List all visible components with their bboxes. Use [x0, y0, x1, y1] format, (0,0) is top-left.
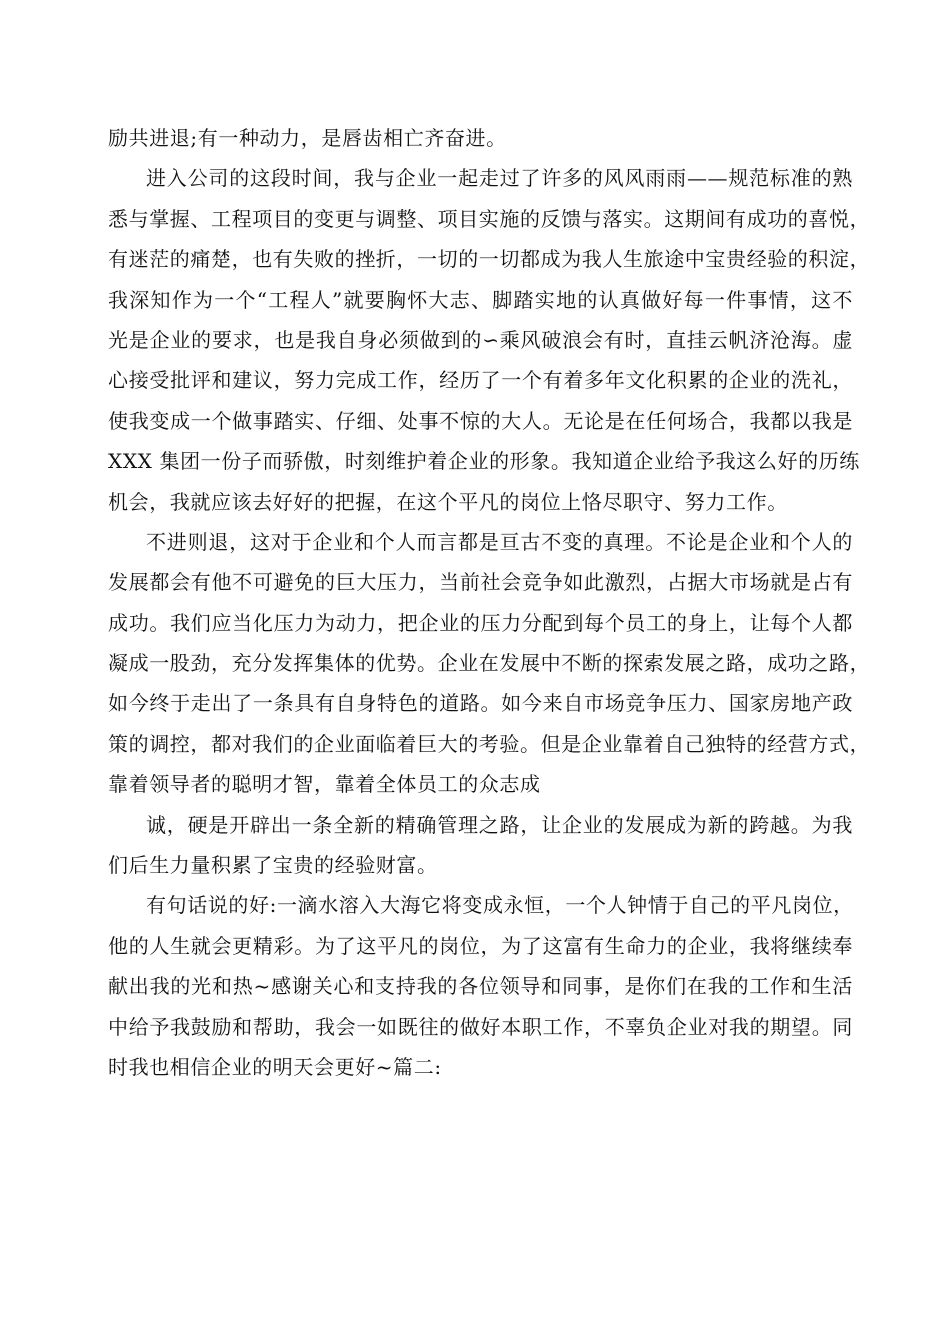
text-line: 策的调控，都对我们的企业面临着巨大的考验。但是企业靠着自己独特的经营方式，: [108, 731, 871, 756]
text-line: 时我也相信企业的明天会更好~篇二:: [108, 1054, 442, 1079]
text-line: 使我变成一个做事踏实、仔细、处事不惊的大人。无论是在任何场合，我都以我是: [108, 408, 853, 433]
paragraph-first-line: 诚，硬是开辟出一条全新的精确管理之路，让企业的发展成为新的跨越。为我: [146, 812, 853, 837]
paragraph-first-line: 不进则退，这对于企业和个人而言都是亘古不变的真理。不论是企业和个人的: [146, 529, 853, 554]
text-line: 发展都会有他不可避免的巨大压力，当前社会竞争如此激烈，占据大市场就是占有: [108, 570, 853, 595]
text-line: 他的人生就会更精彩。为了这平凡的岗位，为了这富有生命力的企业，我将继续奉: [108, 933, 853, 958]
text-line: 有迷茫的痛楚，也有失败的挫折，一切的一切都成为我人生旅途中宝贵经验的积淀，: [108, 247, 871, 272]
text-line: 我深知作为一个“工程人”就要胸怀大志、脚踏实地的认真做好每一件事情，这不: [108, 287, 853, 312]
text-line: XXX 集团一份子而骄傲，时刻维护着企业的形象。我知道企业给予我这么好的历练: [108, 449, 860, 474]
text-line: 光是企业的要求，也是我自身必须做到的∽乘风破浪会有时，直挂云帆济沧海。虚: [108, 327, 853, 352]
text-line: 靠着领导者的聪明才智，靠着全体员工的众志成: [108, 772, 541, 797]
text-line: 成功。我们应当化压力为动力，把企业的压力分配到每个员工的身上，让每个人都: [108, 610, 853, 635]
text-line: 机会，我就应该去好好的把握，在这个平凡的岗位上恪尽职守、努力工作。: [108, 489, 788, 514]
text-line: 励共进退;有一种动力，是唇齿相亡齐奋进。: [108, 126, 507, 150]
text-line: 中给予我鼓励和帮助，我会一如既往的做好本职工作，不辜负企业对我的期望。同: [108, 1014, 853, 1039]
paragraph-first-line: 进入公司的这段时间，我与企业一起走过了许多的风风雨雨——规范标准的熟: [146, 166, 853, 191]
text-line: 悉与掌握、工程项目的变更与调整、项目实施的反馈与落实。这期间有成功的喜悦，: [108, 206, 871, 231]
paragraph-first-line: 有句话说的好:一滴水溶入大海它将变成永恒，一个人钟情于自己的平凡岗位，: [146, 893, 854, 918]
text-line: 献出我的光和热~感谢关心和支持我的各位领导和同事，是你们在我的工作和生活: [108, 974, 853, 999]
body-text: [108, 118, 871, 1087]
text-line: 凝成一股劲，充分发挥集体的优势。企业在发展中不断的探索发展之路，成功之路，: [108, 651, 871, 676]
text-line: 心接受批评和建议，努力完成工作，经历了一个有着多年文化积累的企业的洗礼，: [108, 368, 853, 393]
text-line: 如今终于走出了一条具有自身特色的道路。如今来自市场竞争压力、国家房地产政: [108, 691, 853, 716]
text-line: 们后生力量积累了宝贵的经验财富。: [108, 853, 438, 878]
